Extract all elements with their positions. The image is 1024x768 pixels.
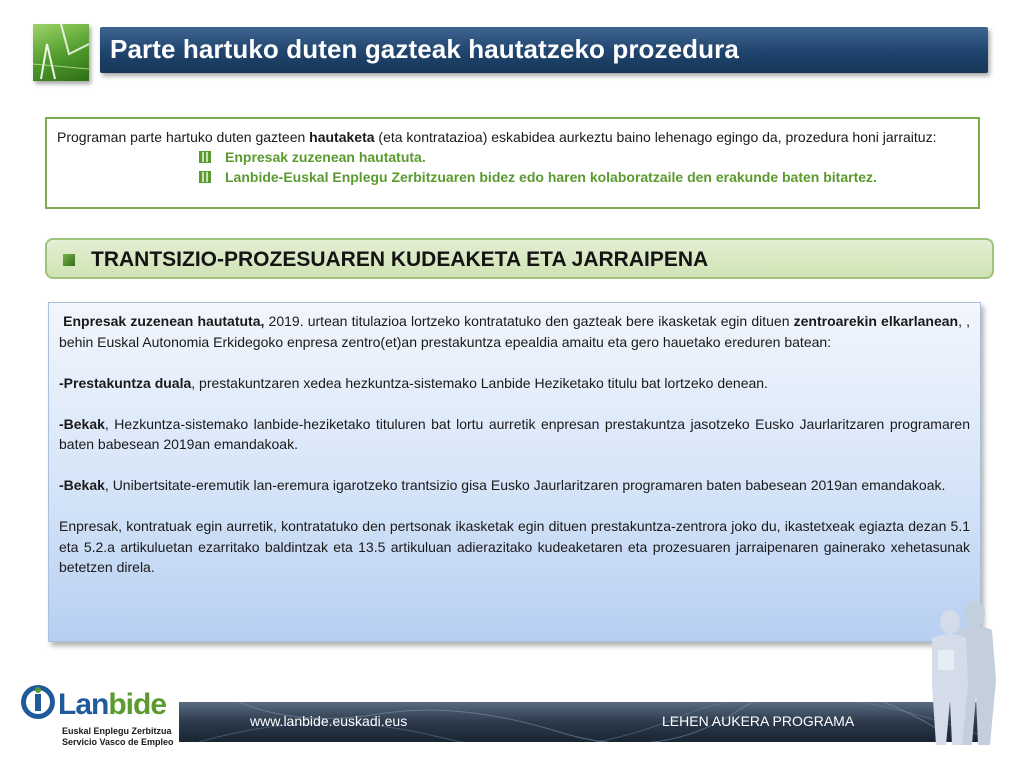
people-silhouette-image [920,600,1000,745]
section-title: TRANTSIZIO-PROZESUAREN KUDEAKETA ETA JARRAIPENA [91,248,709,271]
content-text: 2019. urtean titulazioa lortzeko kontratatuko den gazteak bere ikasketak egin dituen [264,313,794,329]
intro-bullet-label: Enpresak zuzenean hautatuta. [225,149,426,165]
intro-text-bold: hautaketa [309,129,375,145]
intro-bullet-label: Lanbide-Euskal Enplegu Zerbitzuaren bidez edo haren kolaboratzaile den erakunde baten bitartez. [225,169,877,185]
content-bold: -Bekak [59,415,105,432]
content-bold: zentroarekin elkarlanean [793,313,959,329]
svg-text:Lanbide: Lanbide [58,688,167,721]
intro-text-before: Programan parte hartuko duten gazteen [57,129,310,145]
content-bold: -Bekak [59,477,105,493]
page-title: Parte hartuko duten gazteak hautatzeko prozedura [110,34,739,64]
content-text: Enpresak, kontratuak egin aurretik, kontratatuko den pertsonak ikasketak egin dituen prestakuntza-zentrora joko du, ikastetxeak egiazta dezan 5.1 eta 5.2.a artikuluetan ezarritako baldintzak eta 13.5 artikuluan adierazitako kudeaketaren eta prozesuaren jarraipenaren gainerako xehetasunak betetzen direla. [59,518,970,575]
footer-bar [179,702,985,742]
intro-box [45,117,980,209]
intro-paragraph [57,127,968,147]
content-text: , Hezkuntza-sistemako lanbide-heziketako tituluren bat lortu aurretik enpresan prestakuntza jasotzeko Eusko Jaurlaritzaren programaren baten babesean 2019an emandakoak. [59,415,970,452]
content-box [48,302,981,642]
content-bold: -Prestakuntza duala [59,374,192,391]
intro-bullet [199,167,968,187]
content-paragraph [59,311,970,352]
header-green-logo [33,24,89,81]
bullet-square-icon [199,151,211,163]
intro-bullet [199,147,968,167]
content-text: , Unibertsitate-eremutik lan-eremura igarotzeko trantsizio gisa Eusko Jaurlaritzaren programaren baten babesean 2019an emandakoak. [104,477,946,493]
content-paragraph [59,373,970,394]
content-bold: Enpresak zuzenean hautatuta, [63,313,265,329]
content-paragraph [59,475,970,496]
footer-url-link[interactable]: www.lanbide.euskadi.eus [250,713,408,729]
lanbide-logo [20,680,175,752]
content-text: , , behin Euskal Autonomia Erkidegoko enpresa zentro(et)an prestakuntza epealdia amaitu eta gero hauetako ereduren batean: [59,313,971,350]
bullet-square-icon [199,171,211,183]
footer-program-label: LEHEN AUKERA PROGRAMA [662,713,855,729]
section-heading-bar [45,238,994,279]
title-bar [100,27,988,73]
content-paragraph [59,516,970,578]
intro-text-after: (eta kontratazioa) eskabidea aurkeztu baino lehenago egingo da, prozedura honi jarraituz: [374,129,937,145]
logo-subtitle-1: Euskal Enplegu Zerbitzua [62,726,172,736]
content-text: , prestakuntzaren xedea hezkuntza-sistemako Lanbide Heziketako titulu bat lortzeko denean. [191,374,768,391]
logo-subtitle-2: Servicio Vasco de Empleo [62,737,174,747]
green-square-icon [63,254,75,266]
content-paragraph [59,414,970,455]
